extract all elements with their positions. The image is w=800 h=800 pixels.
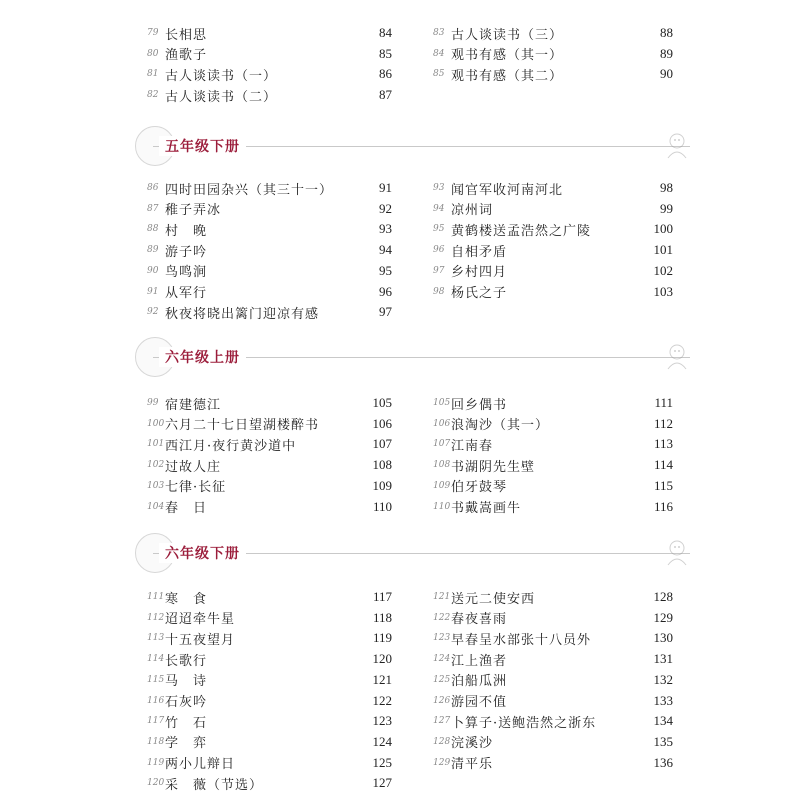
entry-page-number: 130 bbox=[653, 630, 673, 646]
toc-entry[interactable] bbox=[433, 732, 673, 752]
entry-title: 清平乐 bbox=[451, 757, 494, 773]
entry-page-number: 90 bbox=[660, 66, 673, 82]
entry-page-number: 109 bbox=[372, 477, 392, 493]
section-header bbox=[135, 533, 690, 573]
entry-page-number: 97 bbox=[379, 304, 392, 320]
entry-page-number: 87 bbox=[379, 87, 392, 103]
entry-page-number: 114 bbox=[653, 457, 673, 473]
toc-entry[interactable] bbox=[147, 587, 392, 607]
entry-number: 91 bbox=[147, 286, 159, 297]
entry-number: 82 bbox=[147, 90, 159, 101]
entry-number: 85 bbox=[433, 69, 445, 80]
toc-entry[interactable] bbox=[147, 476, 392, 496]
entry-title: 凉州词 bbox=[451, 203, 494, 219]
entry-title: 长相思 bbox=[165, 27, 208, 43]
toc-entry[interactable] bbox=[147, 649, 392, 669]
entry-number: 124 bbox=[433, 654, 451, 665]
entry-page-number: 122 bbox=[372, 692, 392, 708]
entry-number: 81 bbox=[147, 69, 159, 80]
entry-page-number: 123 bbox=[372, 713, 392, 729]
entry-page-number: 128 bbox=[653, 589, 673, 604]
entry-number: 106 bbox=[433, 418, 451, 429]
entry-number: 98 bbox=[433, 286, 445, 297]
corner-illustration-icon bbox=[660, 128, 694, 162]
entry-page-number: 94 bbox=[379, 242, 392, 258]
toc-entry[interactable] bbox=[433, 393, 673, 413]
entry-number: 115 bbox=[147, 674, 165, 685]
entry-page-number: 108 bbox=[372, 457, 392, 473]
entry-number: 103 bbox=[147, 480, 165, 491]
entry-title: 黄鹤楼送孟浩然之广陵 bbox=[451, 223, 592, 239]
entry-number: 96 bbox=[433, 245, 445, 256]
entry-title: 六月二十七日望湖楼醉书 bbox=[165, 418, 320, 434]
entry-number: 111 bbox=[147, 592, 165, 602]
entry-title: 渔歌子 bbox=[165, 48, 208, 64]
toc-entry[interactable] bbox=[433, 670, 673, 690]
entry-page-number: 129 bbox=[653, 609, 673, 625]
entry-title: 学 弈 bbox=[165, 736, 208, 752]
toc-entry[interactable] bbox=[433, 434, 673, 454]
toc-entry[interactable] bbox=[147, 23, 392, 43]
entry-page-number: 113 bbox=[653, 436, 673, 452]
entry-page-number: 96 bbox=[379, 283, 392, 299]
section-title: 六年级上册 bbox=[159, 347, 246, 367]
toc-entry[interactable] bbox=[147, 455, 392, 475]
entry-title: 送元二使安西 bbox=[451, 591, 536, 607]
entry-number: 114 bbox=[147, 654, 165, 665]
entry-page-number: 125 bbox=[372, 754, 392, 770]
entry-number: 122 bbox=[433, 612, 451, 623]
toc-entry[interactable] bbox=[147, 608, 392, 628]
entry-title: 秋夜将晓出篱门迎凉有感 bbox=[165, 306, 320, 322]
entry-title: 杨氏之子 bbox=[451, 286, 508, 301]
toc-entry[interactable] bbox=[433, 240, 673, 260]
entry-page-number: 84 bbox=[379, 25, 392, 40]
entry-page-number: 120 bbox=[372, 651, 392, 667]
toc-entry[interactable] bbox=[147, 44, 392, 64]
entry-title: 竹 石 bbox=[165, 715, 208, 731]
toc-entry[interactable] bbox=[433, 261, 673, 281]
toc-entry[interactable] bbox=[433, 219, 673, 239]
entry-number: 107 bbox=[433, 439, 451, 450]
entry-page-number: 127 bbox=[372, 775, 392, 791]
entry-number: 93 bbox=[433, 183, 445, 193]
entry-number: 105 bbox=[433, 398, 451, 408]
entry-page-number: 88 bbox=[660, 25, 673, 40]
entry-page-number: 99 bbox=[660, 200, 673, 216]
corner-illustration-icon bbox=[660, 339, 694, 373]
entry-page-number: 135 bbox=[653, 733, 673, 749]
entry-page-number: 124 bbox=[372, 733, 392, 749]
entry-number: 88 bbox=[147, 224, 159, 235]
entry-title: 村 晚 bbox=[165, 223, 208, 239]
entry-number: 126 bbox=[433, 695, 451, 706]
entry-title: 古人谈读书（一） bbox=[165, 68, 278, 84]
entry-title: 乡村四月 bbox=[451, 265, 508, 281]
toc-entry[interactable] bbox=[147, 434, 392, 454]
toc-entry[interactable] bbox=[147, 240, 392, 260]
toc-entry[interactable] bbox=[147, 753, 392, 773]
corner-illustration-icon bbox=[660, 535, 694, 569]
entry-title: 长歌行 bbox=[165, 653, 208, 669]
toc-entry[interactable] bbox=[147, 691, 392, 711]
entry-number: 121 bbox=[433, 592, 451, 602]
entry-title: 观书有感（其二） bbox=[451, 68, 564, 84]
entry-number: 87 bbox=[147, 203, 159, 214]
toc-entry[interactable] bbox=[433, 64, 673, 84]
entry-number: 97 bbox=[433, 265, 445, 276]
entry-page-number: 101 bbox=[653, 242, 673, 258]
entry-number: 101 bbox=[147, 439, 165, 450]
toc-entry[interactable] bbox=[147, 85, 392, 105]
toc-entry[interactable] bbox=[433, 649, 673, 669]
entry-page-number: 131 bbox=[653, 651, 673, 667]
entry-page-number: 136 bbox=[653, 754, 673, 770]
entry-title: 泊船瓜洲 bbox=[451, 674, 508, 690]
toc-entry[interactable] bbox=[433, 199, 673, 219]
toc-entry[interactable] bbox=[147, 414, 392, 434]
entry-number: 110 bbox=[433, 501, 451, 512]
entry-number: 109 bbox=[433, 480, 451, 491]
section-title: 六年级下册 bbox=[159, 543, 246, 563]
entry-title: 迢迢牵牛星 bbox=[165, 612, 236, 628]
entry-title: 马 诗 bbox=[165, 674, 208, 690]
entry-title: 游园不值 bbox=[451, 695, 508, 710]
entry-title: 四时田园杂兴（其三十一） bbox=[165, 182, 334, 198]
entry-page-number: 116 bbox=[653, 498, 673, 514]
entry-title: 过故人庄 bbox=[165, 459, 222, 475]
entry-title: 十五夜望月 bbox=[165, 632, 236, 648]
entry-number: 79 bbox=[147, 28, 159, 38]
toc-entry[interactable] bbox=[147, 670, 392, 690]
entry-number: 92 bbox=[147, 307, 159, 318]
entry-title: 自相矛盾 bbox=[451, 244, 508, 260]
toc-entry[interactable] bbox=[147, 302, 392, 322]
entry-page-number: 93 bbox=[379, 221, 392, 237]
section-header bbox=[135, 337, 690, 377]
entry-title: 观书有感（其一） bbox=[451, 48, 564, 64]
toc-entry[interactable] bbox=[433, 497, 673, 517]
entry-title: 宿建德江 bbox=[165, 397, 222, 413]
toc-entry[interactable] bbox=[433, 628, 673, 648]
entry-title: 古人谈读书（二） bbox=[165, 89, 278, 105]
entry-number: 123 bbox=[433, 633, 451, 644]
toc-entry[interactable] bbox=[147, 773, 392, 793]
entry-number: 95 bbox=[433, 224, 445, 235]
entry-title: 回乡偶书 bbox=[451, 397, 508, 413]
entry-number: 113 bbox=[147, 633, 165, 644]
entry-page-number: 98 bbox=[660, 180, 673, 195]
entry-number: 117 bbox=[147, 716, 165, 727]
entry-title: 春夜喜雨 bbox=[451, 612, 508, 628]
entry-page-number: 91 bbox=[379, 180, 392, 195]
entry-page-number: 86 bbox=[379, 66, 392, 82]
entry-page-number: 106 bbox=[372, 415, 392, 431]
toc-entry[interactable] bbox=[433, 282, 673, 302]
entry-page-number: 111 bbox=[654, 395, 673, 410]
toc-entry[interactable] bbox=[147, 261, 392, 281]
entry-number: 100 bbox=[147, 418, 165, 429]
toc-entry[interactable] bbox=[433, 608, 673, 628]
entry-number: 118 bbox=[147, 736, 165, 747]
entry-title: 闻官军收河南河北 bbox=[451, 182, 564, 198]
toc-entry[interactable] bbox=[433, 44, 673, 64]
section-title: 五年级下册 bbox=[159, 136, 246, 156]
toc-entry[interactable] bbox=[147, 178, 392, 198]
entry-number: 108 bbox=[433, 460, 451, 471]
entry-page-number: 132 bbox=[653, 671, 673, 687]
entry-number: 120 bbox=[147, 778, 165, 789]
toc-entry[interactable] bbox=[433, 753, 673, 773]
entry-number: 83 bbox=[433, 28, 445, 38]
entry-number: 128 bbox=[433, 736, 451, 747]
entry-page-number: 107 bbox=[372, 436, 392, 452]
entry-title: 石灰吟 bbox=[165, 695, 208, 710]
entry-number: 102 bbox=[147, 460, 165, 471]
entry-number: 125 bbox=[433, 674, 451, 685]
entry-page-number: 95 bbox=[379, 262, 392, 278]
entry-title: 早春呈水部张十八员外 bbox=[451, 632, 592, 648]
toc-entry[interactable] bbox=[433, 455, 673, 475]
section-header bbox=[135, 126, 690, 166]
entry-title: 西江月·夜行黄沙道中 bbox=[165, 438, 297, 454]
entry-title: 卜算子·送鲍浩然之浙东 bbox=[451, 715, 597, 731]
entry-number: 119 bbox=[147, 757, 165, 768]
toc-entry[interactable] bbox=[433, 178, 673, 198]
entry-page-number: 92 bbox=[379, 200, 392, 216]
entry-title: 春 日 bbox=[165, 501, 208, 516]
entry-title: 寒 食 bbox=[165, 591, 208, 607]
entry-page-number: 134 bbox=[653, 713, 673, 729]
toc-entry[interactable] bbox=[433, 587, 673, 607]
entry-page-number: 85 bbox=[379, 45, 392, 61]
toc-entry[interactable] bbox=[147, 219, 392, 239]
entry-number: 89 bbox=[147, 245, 159, 256]
entry-number: 129 bbox=[433, 757, 451, 768]
entry-title: 鸟鸣涧 bbox=[165, 265, 208, 281]
entry-number: 86 bbox=[147, 183, 159, 193]
entry-number: 80 bbox=[147, 48, 159, 59]
entry-title: 采 薇（节选） bbox=[165, 777, 264, 793]
entry-title: 稚子弄冰 bbox=[165, 203, 222, 219]
toc-entry[interactable] bbox=[147, 199, 392, 219]
entry-page-number: 100 bbox=[653, 221, 673, 237]
toc-entry[interactable] bbox=[147, 711, 392, 731]
toc-entry[interactable] bbox=[147, 497, 392, 517]
entry-page-number: 89 bbox=[660, 45, 673, 61]
toc-entry[interactable] bbox=[433, 691, 673, 711]
toc-entry[interactable] bbox=[433, 23, 673, 43]
toc-entry[interactable] bbox=[433, 414, 673, 434]
entry-title: 江上渔者 bbox=[451, 653, 508, 669]
entry-number: 94 bbox=[433, 203, 445, 214]
toc-entry[interactable] bbox=[147, 282, 392, 302]
toc-entry[interactable] bbox=[147, 64, 392, 84]
toc-entry[interactable] bbox=[433, 711, 673, 731]
entry-title: 书戴嵩画牛 bbox=[451, 501, 522, 516]
entry-page-number: 118 bbox=[372, 609, 392, 625]
entry-page-number: 110 bbox=[372, 498, 392, 514]
entry-title: 两小儿辩日 bbox=[165, 757, 236, 773]
entry-title: 浪淘沙（其一） bbox=[451, 418, 550, 434]
entry-title: 七律·长征 bbox=[165, 480, 227, 496]
toc-entry[interactable] bbox=[147, 393, 392, 413]
entry-number: 104 bbox=[147, 501, 165, 512]
entry-title: 从军行 bbox=[165, 286, 208, 301]
entry-number: 90 bbox=[147, 265, 159, 276]
entry-number: 116 bbox=[147, 695, 165, 706]
entry-number: 112 bbox=[147, 612, 165, 623]
entry-page-number: 133 bbox=[653, 692, 673, 708]
entry-title: 江南春 bbox=[451, 438, 494, 454]
toc-entry[interactable] bbox=[433, 476, 673, 496]
entry-page-number: 102 bbox=[653, 262, 673, 278]
entry-number: 127 bbox=[433, 716, 451, 727]
entry-number: 84 bbox=[433, 48, 445, 59]
entry-page-number: 121 bbox=[372, 671, 392, 687]
entry-title: 浣溪沙 bbox=[451, 736, 494, 752]
entry-title: 古人谈读书（三） bbox=[451, 27, 564, 43]
entry-page-number: 112 bbox=[653, 415, 673, 431]
entry-page-number: 117 bbox=[372, 589, 392, 604]
entry-title: 伯牙鼓琴 bbox=[451, 480, 508, 496]
toc-entry[interactable] bbox=[147, 628, 392, 648]
entry-page-number: 105 bbox=[372, 395, 392, 410]
entry-page-number: 119 bbox=[372, 630, 392, 646]
entry-page-number: 103 bbox=[653, 283, 673, 299]
entry-number: 99 bbox=[147, 398, 159, 408]
entry-page-number: 115 bbox=[653, 477, 673, 493]
toc-entry[interactable] bbox=[147, 732, 392, 752]
entry-title: 书湖阴先生壁 bbox=[451, 459, 536, 475]
entry-title: 游子吟 bbox=[165, 244, 208, 260]
